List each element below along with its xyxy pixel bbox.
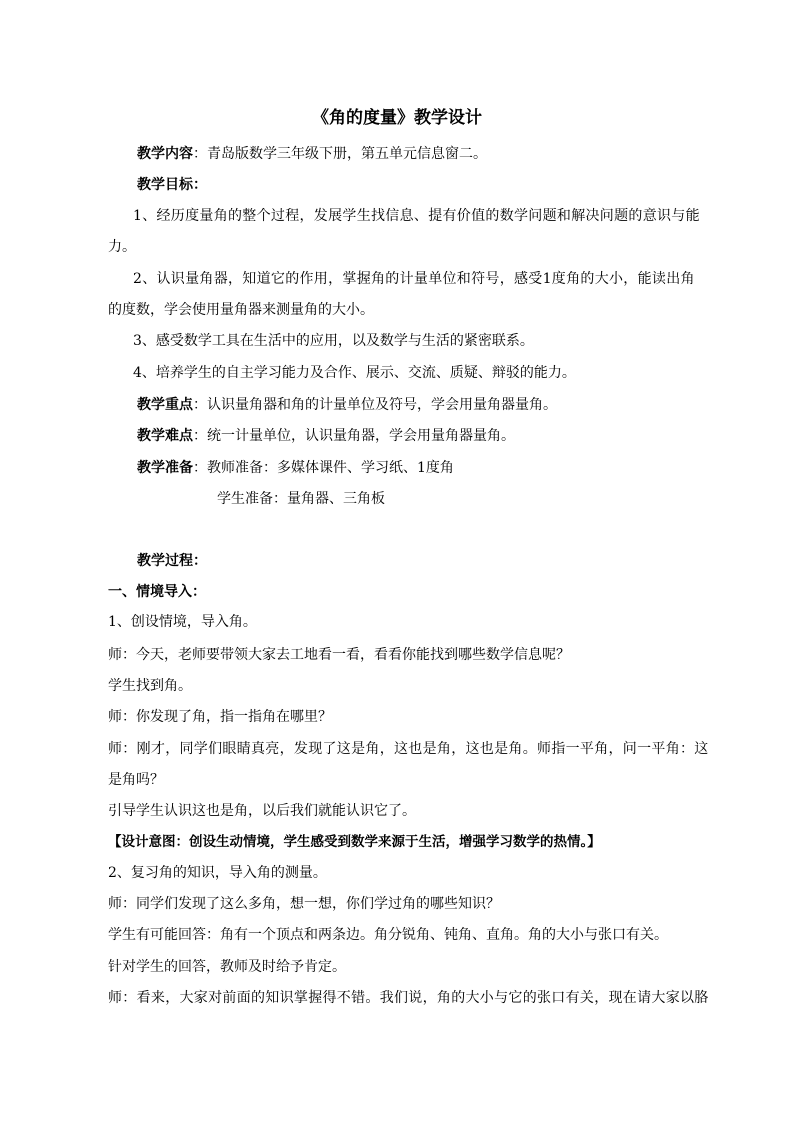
difficulties-label: 教学难点 — [137, 428, 193, 444]
process-heading — [137, 552, 207, 570]
process-colon: ： — [193, 553, 207, 569]
process-line-6: 是角吗？ — [108, 772, 164, 788]
objective-2-line-2: 的度数，学会使用量角器来测量角的大小。 — [108, 302, 374, 318]
process-line-1: 1、创设情境，导入角。 — [108, 614, 257, 630]
process-line-7: 引导学生认识这也是角，以后我们就能认识它了。 — [108, 803, 416, 819]
section-1-heading: 一、情境导入： — [108, 584, 206, 600]
process-label: 教学过程 — [137, 553, 193, 569]
design-intent-note: 【设计意图：创设生动情境，学生感受到数学来源于生活，增强学习数学的热情。】 — [108, 834, 601, 850]
teaching-content-line — [137, 145, 487, 163]
teaching-objectives-label: 教学目标 — [137, 177, 193, 193]
teaching-objectives-heading — [137, 176, 207, 194]
objective-1-line-2: 力。 — [108, 239, 136, 255]
process-line-2: 师：今天，老师要带领大家去工地看一看，看看你能找到哪些数学信息呢？ — [108, 647, 570, 663]
key-points-text: ：认识量角器和角的计量单位及符号，学会用量角器量角。 — [193, 397, 557, 413]
key-points-line — [137, 396, 557, 414]
process-line-4: 师：你发现了角，指一指角在哪里？ — [108, 709, 332, 725]
document-title: 《角的度量》教学设计 — [312, 108, 482, 128]
key-points-label: 教学重点 — [137, 397, 193, 413]
process-line-11: 学生有可能回答：角有一个顶点和两条边。角分锐角、钝角、直角。角的大小与张口有关。 — [108, 927, 668, 943]
difficulties-text: ：统一计量单位，认识量角器，学会用量角器量角。 — [193, 428, 515, 444]
preparation-line — [137, 459, 454, 477]
process-line-3: 学生找到角。 — [108, 678, 192, 694]
process-line-10: 师：同学们发现了这么多角，想一想，你们学过角的哪些知识？ — [108, 896, 500, 912]
preparation-student: 学生准备：量角器、三角板 — [217, 491, 385, 507]
teaching-content-text: ：青岛版数学三年级下册，第五单元信息窗二。 — [193, 146, 487, 162]
preparation-teacher: ：教师准备：多媒体课件、学习纸、1度角 — [193, 460, 454, 476]
preparation-label: 教学准备 — [137, 460, 193, 476]
objective-4: 4、培养学生的自主学习能力及合作、展示、交流、质疑、辩驳的能力。 — [133, 365, 576, 381]
teaching-objectives-colon: ： — [193, 177, 207, 193]
process-line-12: 针对学生的回答，教师及时给予肯定。 — [108, 959, 346, 975]
objective-1-line-1: 1、经历度量角的整个过程，发展学生找信息、提有价值的数学问题和解决问题的意识与能 — [133, 208, 700, 224]
process-line-5: 师：刚才，同学们眼睛真亮，发现了这是角，这也是角，这也是角。师指一平角，问一平角：这 — [108, 741, 709, 757]
process-line-13: 师：看来，大家对前面的知识掌握得不错。我们说，角的大小与它的张口有关，现在请大家以胳 — [108, 990, 709, 1006]
teaching-content-label: 教学内容 — [137, 146, 193, 162]
objective-3: 3、感受数学工具在生活中的应用，以及数学与生活的紧密联系。 — [133, 333, 534, 349]
difficulties-line — [137, 427, 515, 445]
objective-2-line-1: 2、认识量角器，知道它的作用，掌握角的计量单位和符号，感受1度角的大小，能读出角 — [133, 271, 695, 287]
process-line-9: 2、复习角的知识，导入角的测量。 — [108, 865, 327, 881]
